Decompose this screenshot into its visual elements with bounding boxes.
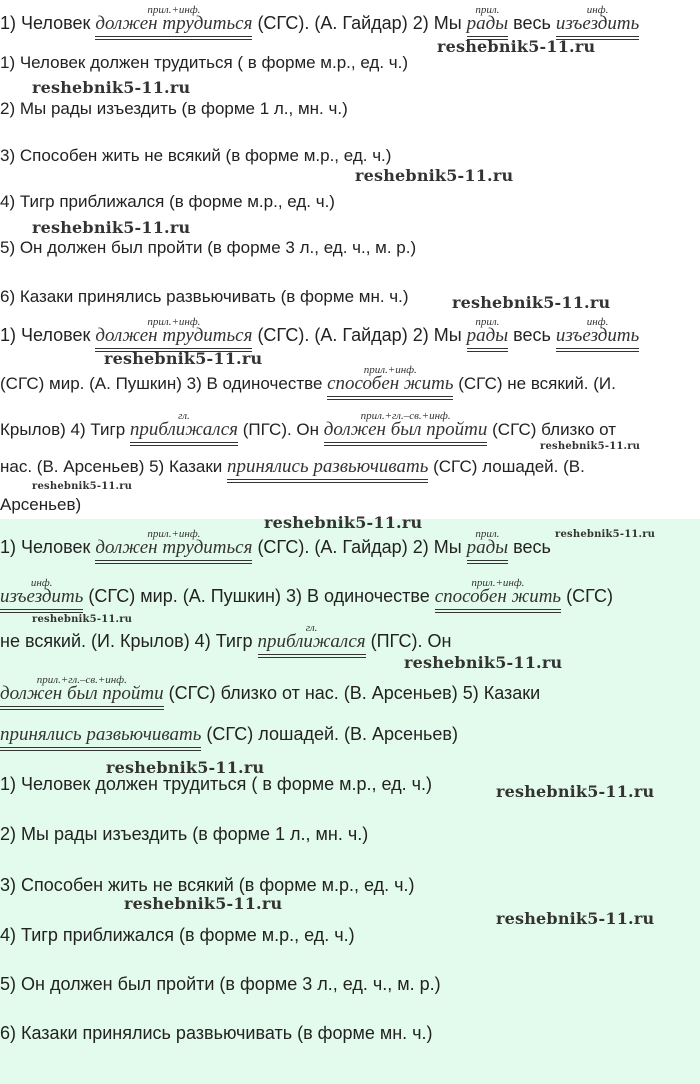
predicate bbox=[323, 410, 488, 443]
predicate bbox=[466, 316, 509, 349]
predicate bbox=[257, 622, 366, 655]
text: (СГС) не всякий. (И. bbox=[453, 374, 616, 393]
watermark: reshebnik5-11.ru bbox=[106, 758, 265, 777]
watermark: reshebnik5-11.ru bbox=[264, 513, 423, 532]
answer-line: 5) Он должен был пройти (в форме 3 л., ед. ч., м. р.) bbox=[0, 238, 417, 257]
watermark: reshebnik5-11.ru bbox=[124, 894, 283, 913]
predicate-label: прил. bbox=[475, 316, 500, 328]
watermark: reshebnik5-11.ru bbox=[437, 37, 596, 56]
answer-line: 4) Тигр приближался (в форме м.р., ед. ч.) bbox=[0, 925, 355, 945]
predicate-label: инф. bbox=[30, 577, 53, 589]
text: (СГС) лошадей. (В. bbox=[428, 457, 585, 476]
watermark: reshebnik5-11.ru bbox=[540, 441, 641, 452]
predicate-text: способен жить bbox=[327, 373, 454, 394]
text: (СГС) близко от нас. (В. Арсеньев) 5) Казаки bbox=[163, 683, 541, 703]
predicate-text: должен трудиться bbox=[95, 13, 253, 34]
predicate-label: прил.+инф. bbox=[147, 316, 201, 328]
watermark: reshebnik5-11.ru bbox=[32, 78, 191, 97]
predicate-label: прил. bbox=[475, 4, 500, 16]
text: (СГС) мир. (А. Пушкин) 3) В одиночестве bbox=[0, 374, 328, 393]
text: (СГС) bbox=[561, 586, 614, 606]
predicate bbox=[466, 528, 509, 561]
predicate-text: приближался bbox=[257, 631, 366, 652]
predicate-label: инф. bbox=[586, 4, 609, 16]
text: нас. (В. Арсеньев) 5) Казаки bbox=[0, 457, 228, 476]
sentence-line bbox=[0, 622, 452, 655]
text: (ПГС). Он bbox=[365, 631, 452, 651]
predicate bbox=[129, 410, 238, 443]
predicate-text: изъездить bbox=[555, 325, 640, 346]
predicate-text: принялись развьючивать bbox=[0, 724, 202, 745]
sentence-line bbox=[0, 577, 614, 610]
watermark: reshebnik5-11.ru bbox=[404, 653, 563, 672]
sentence-line bbox=[0, 723, 458, 748]
answer-line: 5) Он должен был пройти (в форме 3 л., ед. ч., м. р.) bbox=[0, 974, 441, 994]
answer-line: 1) Человек должен трудиться ( в форме м.р., ед. ч.) bbox=[0, 774, 433, 794]
predicate-label: прил.+гл.–св.+инф. bbox=[360, 410, 451, 422]
predicate bbox=[555, 4, 640, 37]
predicate-text: рады bbox=[466, 325, 509, 346]
predicate bbox=[95, 316, 253, 349]
predicate-label: гл. bbox=[305, 622, 318, 634]
predicate-text: должен был пройти bbox=[0, 683, 164, 704]
text: 1) Человек bbox=[0, 537, 96, 557]
sentence-line bbox=[0, 674, 541, 707]
watermark: reshebnik5-11.ru bbox=[32, 218, 191, 237]
watermark: reshebnik5-11.ru bbox=[32, 614, 133, 625]
predicate-label: прил.+гл.–св.+инф. bbox=[36, 674, 127, 686]
watermark: reshebnik5-11.ru bbox=[496, 782, 655, 801]
text: 1) Человек bbox=[0, 325, 96, 345]
answer-line: 3) Способен жить не всякий (в форме м.р., ед. ч.) bbox=[0, 875, 415, 895]
watermark: reshebnik5-11.ru bbox=[104, 349, 263, 368]
sentence-line bbox=[0, 410, 617, 443]
text-line: Арсеньев) bbox=[0, 495, 82, 514]
predicate-label: прил.+инф. bbox=[471, 577, 525, 589]
text: Крылов) 4) Тигр bbox=[0, 420, 130, 439]
predicate-text: способен жить bbox=[434, 586, 562, 607]
text: (СГС). (А. Гайдар) 2) Мы bbox=[252, 325, 467, 345]
sentence-line bbox=[0, 456, 585, 480]
answer-line: 6) Казаки принялись развьючивать (в форме мн. ч.) bbox=[0, 287, 409, 306]
predicate bbox=[0, 674, 164, 707]
text: весь bbox=[508, 325, 556, 345]
predicate bbox=[0, 577, 84, 610]
predicate bbox=[0, 724, 201, 748]
watermark: reshebnik5-11.ru bbox=[355, 166, 514, 185]
answer-line: 1) Человек должен трудиться ( в форме м.р., ед. ч.) bbox=[0, 53, 409, 72]
predicate-label: инф. bbox=[586, 316, 609, 328]
predicate bbox=[555, 316, 640, 349]
predicate bbox=[327, 364, 454, 397]
predicate-text: должен трудиться bbox=[95, 325, 253, 346]
sentence-line bbox=[0, 4, 640, 37]
predicate-text: должен был пройти bbox=[323, 419, 488, 440]
watermark: reshebnik5-11.ru bbox=[555, 529, 656, 540]
watermark: reshebnik5-11.ru bbox=[496, 909, 655, 928]
answer-line: 2) Мы рады изъездить (в форме 1 л., мн. ч.) bbox=[0, 824, 369, 844]
predicate-text: изъездить bbox=[555, 13, 640, 34]
predicate-text: принялись развьючивать bbox=[227, 456, 429, 477]
sentence-line bbox=[0, 316, 640, 349]
text: (СГС). (А. Гайдар) 2) Мы bbox=[252, 537, 467, 557]
predicate-text: должен трудиться bbox=[95, 537, 253, 558]
watermark: reshebnik5-11.ru bbox=[32, 481, 133, 492]
answer-line: 6) Казаки принялись развьючивать (в форме мн. ч.) bbox=[0, 1023, 433, 1043]
predicate bbox=[95, 4, 253, 37]
sentence-line bbox=[0, 364, 616, 397]
predicate-text: приближался bbox=[129, 419, 238, 440]
sentence-line bbox=[0, 528, 551, 561]
predicate bbox=[95, 528, 253, 561]
text: весь bbox=[508, 13, 556, 33]
answer-line: 3) Способен жить не всякий (в форме м.р., ед. ч.) bbox=[0, 146, 392, 165]
text: (ПГС). Он bbox=[238, 420, 324, 439]
predicate-text: изъездить bbox=[0, 586, 84, 607]
answer-line: 4) Тигр приближался (в форме м.р., ед. ч.) bbox=[0, 192, 335, 211]
text: не всякий. (И. Крылов) 4) Тигр bbox=[0, 631, 258, 651]
predicate bbox=[466, 4, 509, 37]
predicate-label: гл. bbox=[178, 410, 190, 422]
predicate-text: рады bbox=[466, 13, 509, 34]
answer-line: 2) Мы рады изъездить (в форме 1 л., мн. ч.) bbox=[0, 99, 348, 118]
text: (СГС). (А. Гайдар) 2) Мы bbox=[252, 13, 467, 33]
predicate bbox=[434, 577, 562, 610]
predicate bbox=[227, 456, 428, 480]
predicate-label: прил.+инф. bbox=[147, 4, 201, 16]
predicate-label: прил.+инф. bbox=[147, 528, 201, 540]
text: (СГС) мир. (А. Пушкин) 3) В одиночестве bbox=[83, 586, 435, 606]
text: 1) Человек bbox=[0, 13, 96, 33]
text: весь bbox=[508, 537, 551, 557]
predicate-label: прил. bbox=[475, 528, 500, 540]
predicate-label: прил.+инф. bbox=[363, 364, 417, 376]
text: (СГС) близко от bbox=[487, 420, 617, 439]
predicate-text: рады bbox=[466, 537, 509, 558]
watermark: reshebnik5-11.ru bbox=[452, 293, 611, 312]
text: (СГС) лошадей. (В. Арсеньев) bbox=[201, 724, 458, 744]
